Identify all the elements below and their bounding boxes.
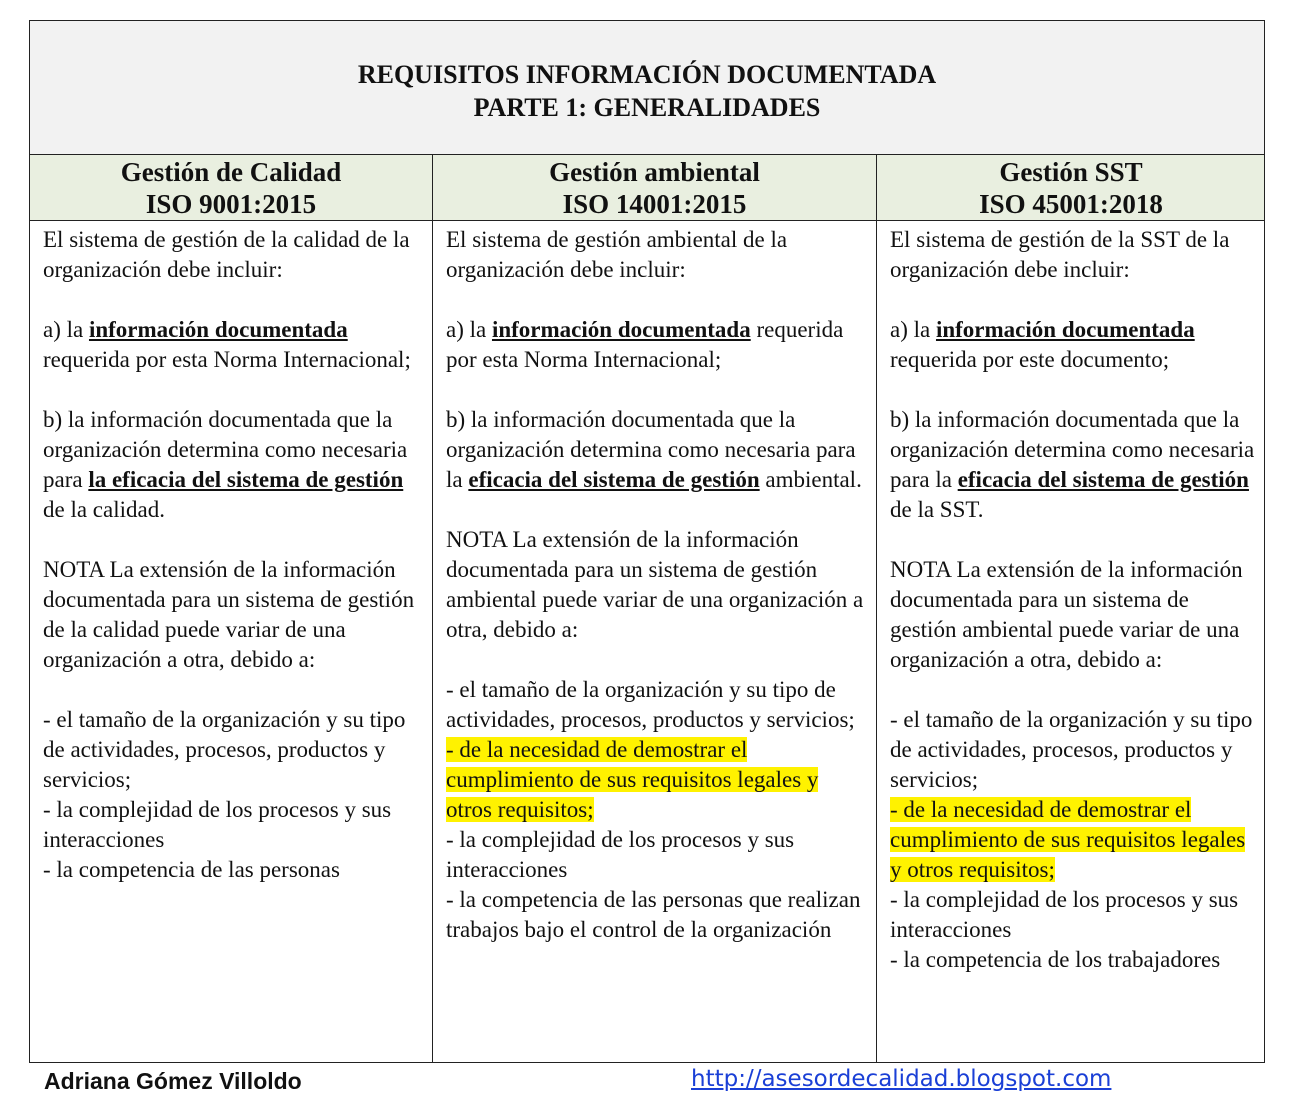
comparison-table: [29, 20, 1265, 1063]
cell-quality: [43, 225, 421, 885]
intro-text: El sistema de gestión ambiental de la organización debe incluir:: [446, 227, 788, 282]
header-environmental-name: Gestión ambiental: [549, 157, 760, 187]
factor-complexity: - la complejidad de los procesos y sus interacciones: [890, 887, 1239, 942]
factor-legal: [446, 735, 866, 825]
highlighted-legal-text: - de la necesidad de demostrar el cumplimiento de sus requisitos legales y otros requisitos;: [890, 797, 1246, 882]
author-name: Adriana Gómez Villoldo: [44, 1068, 302, 1094]
factor-legal: [890, 795, 1256, 885]
item-a-prefix: a) la: [43, 317, 89, 342]
item-b-suffix: de la calidad.: [43, 497, 165, 522]
item-b-prefix: b) la información documentada que la organización determina como necesaria para: [43, 407, 408, 492]
factor-complexity: - la complejidad de los procesos y sus interacciones: [43, 797, 392, 852]
table-title: [30, 21, 1264, 155]
item-b-emphasis: eficacia del sistema de gestión: [468, 467, 760, 492]
intro-text: El sistema de gestión de la SST de la organización debe incluir:: [890, 227, 1230, 282]
note-text: NOTA La extensión de la información documentada para un sistema de gestión ambiental puede variar de una organización a otra, debido a:: [890, 557, 1243, 672]
item-b-suffix: ambiental.: [759, 467, 862, 492]
intro-text: El sistema de gestión de la calidad de la organización debe incluir:: [43, 227, 410, 282]
factor-size: - el tamaño de la organización y su tipo de actividades, procesos, productos y servicios;: [43, 707, 406, 792]
column-header-row: [30, 155, 1264, 221]
header-quality-standard: ISO 9001:2015: [145, 189, 317, 219]
item-a: [43, 315, 421, 375]
factor-size: - el tamaño de la organización y su tipo de actividades, procesos, productos y servicios;: [446, 677, 855, 732]
item-a-emphasis: información documentada: [88, 317, 348, 342]
title-line-1: REQUISITOS INFORMACIÓN DOCUMENTADA: [357, 60, 937, 89]
cell-environmental: [446, 225, 866, 945]
header-sst-name: Gestión SST: [999, 157, 1143, 187]
item-b-suffix: de la SST.: [890, 497, 984, 522]
title-line-2: PARTE 1: GENERALIDADES: [473, 93, 821, 122]
note-text: NOTA La extensión de la información documentada para un sistema de gestión de la calidad puede variar de una organización a otra, debido a:: [43, 557, 415, 672]
blog-link[interactable]: http://asesordecalidad.blogspot.com: [691, 1066, 1112, 1092]
item-a-emphasis: información documentada: [491, 317, 751, 342]
header-environmental-standard: ISO 14001:2015: [562, 189, 747, 219]
factor-competence: - la competencia de las personas que realizan trabajos bajo el control de la organización: [446, 887, 861, 942]
item-b-prefix: b) la información documentada que la organización determina como necesaria para la: [446, 407, 856, 492]
item-b: [890, 405, 1256, 525]
item-b-emphasis: eficacia del sistema de gestión: [957, 467, 1249, 492]
header-sst: [877, 155, 1265, 219]
header-quality-name: Gestión de Calidad: [120, 157, 342, 187]
note-text: NOTA La extensión de la información documentada para un sistema de gestión ambiental puede variar de una organización a otra, debido a:: [446, 527, 864, 642]
item-a-prefix: a) la: [446, 317, 492, 342]
item-b-emphasis: la eficacia del sistema de gestión: [88, 467, 404, 492]
item-b: [446, 405, 866, 495]
factor-competence: - la competencia de los trabajadores: [890, 947, 1221, 972]
factor-competence: - la competencia de las personas: [43, 857, 340, 882]
factor-size: - el tamaño de la organización y su tipo de actividades, procesos, productos y servicios;: [890, 707, 1253, 792]
item-a-suffix: requerida por esta Norma Internacional;: [446, 317, 844, 372]
item-b: [43, 405, 421, 525]
item-a-prefix: a) la: [890, 317, 936, 342]
item-b-prefix: b) la información documentada que la organización determina como necesaria para la: [890, 407, 1255, 492]
item-a-suffix: requerida por este documento;: [890, 347, 1170, 372]
header-quality: [30, 155, 432, 219]
factor-complexity: - la complejidad de los procesos y sus interacciones: [446, 827, 795, 882]
header-sst-standard: ISO 45001:2018: [979, 189, 1163, 219]
column-divider: [876, 155, 877, 1062]
highlighted-legal-text: - de la necesidad de demostrar el cumplimiento de sus requisitos legales y otros requisitos;: [446, 737, 819, 822]
item-a: [446, 315, 866, 375]
item-a-suffix: requerida por esta Norma Internacional;: [43, 347, 411, 372]
cell-sst: [890, 225, 1256, 975]
item-a: [890, 315, 1256, 375]
column-divider: [432, 155, 433, 1062]
header-environmental: [433, 155, 876, 219]
item-a-emphasis: información documentada: [935, 317, 1195, 342]
